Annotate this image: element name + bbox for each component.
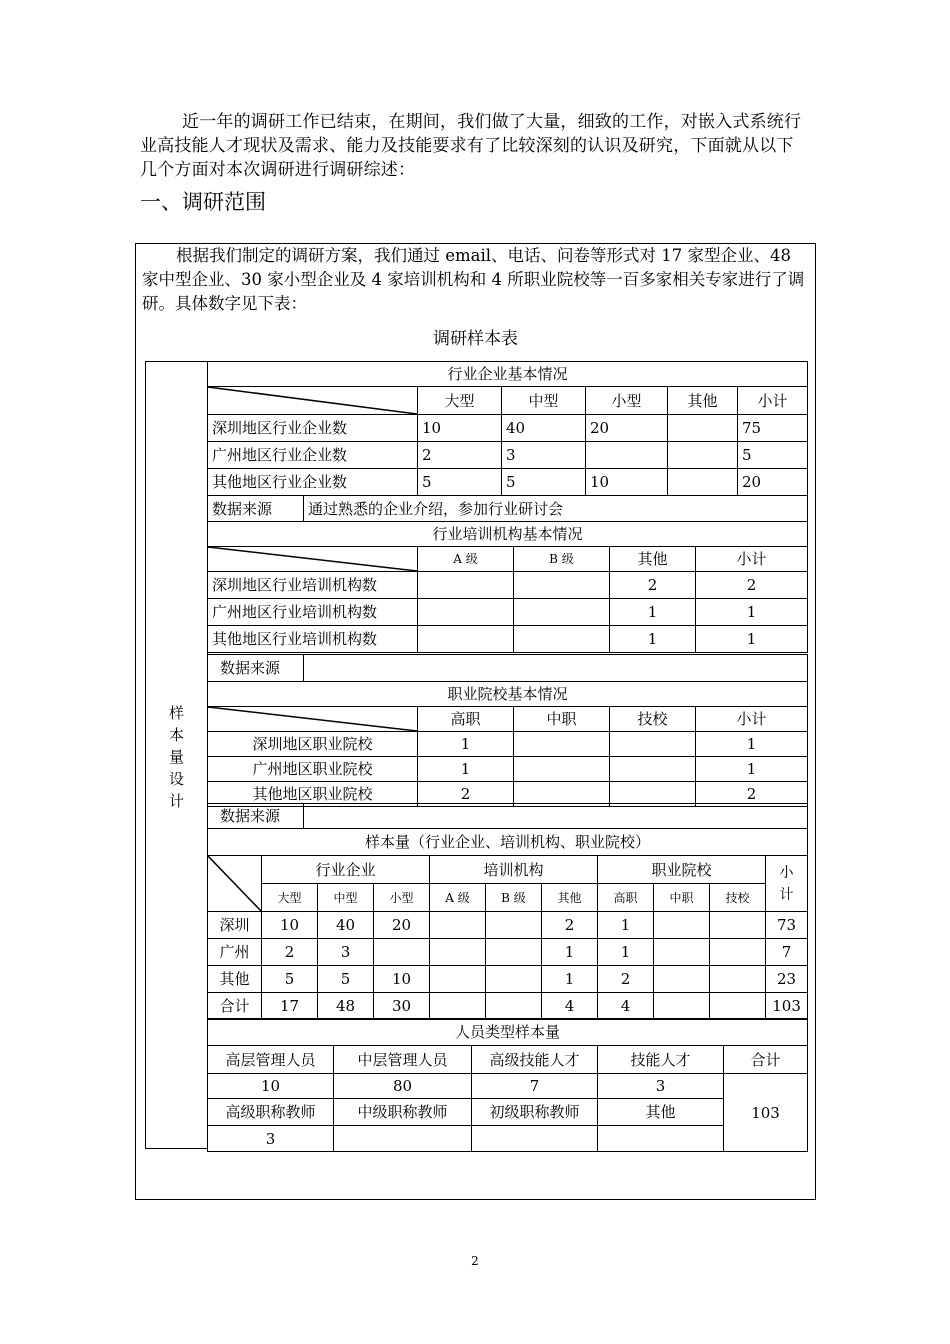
table-cell (654, 993, 710, 1020)
table-cell (514, 626, 610, 653)
table-cell (514, 572, 610, 599)
table-cell: 1 (696, 599, 808, 626)
table-cell: 2 (418, 442, 502, 469)
table-cell: 2 (610, 572, 696, 599)
table-cell (430, 993, 486, 1020)
col-header: 中型 (502, 387, 586, 415)
personnel-value: 10 (208, 1074, 334, 1099)
personnel-header: 技能人才 (598, 1046, 724, 1074)
col-header: 其他 (610, 547, 696, 572)
personnel-total: 103 (724, 1074, 808, 1152)
table-cell (514, 599, 610, 626)
row-label: 深圳地区行业企业数 (208, 415, 418, 442)
table-cell: 5 (318, 966, 374, 993)
source-label: 数据来源 (208, 655, 304, 682)
table-cell: 4 (598, 993, 654, 1020)
table-cell: 1 (598, 939, 654, 966)
row-label: 深圳 (208, 912, 262, 939)
table-cell: 1 (610, 599, 696, 626)
table-cell (374, 939, 430, 966)
diagonal-header (208, 387, 418, 415)
table-cell: 5 (738, 442, 808, 469)
table-cell: 20 (374, 912, 430, 939)
table-cell (418, 599, 514, 626)
page-number: 2 (471, 1254, 479, 1268)
personnel-value: 80 (334, 1074, 472, 1099)
table-cell (430, 966, 486, 993)
table-cell: 2 (696, 782, 808, 807)
table-cell: 3 (318, 939, 374, 966)
table-cell: 2 (418, 782, 514, 807)
table-cell: 1 (696, 626, 808, 653)
table-cell: 40 (502, 415, 586, 442)
personnel-value: 7 (472, 1074, 598, 1099)
personnel-value (472, 1126, 598, 1152)
diagonal-header (208, 707, 418, 732)
side-label-cell (145, 361, 208, 1149)
table-cell: 75 (738, 415, 808, 442)
personnel-value: 3 (208, 1126, 334, 1152)
table-cell (710, 966, 766, 993)
side-label-char: 计 (168, 792, 184, 810)
table-cell: 2 (696, 572, 808, 599)
table-cell: 3 (502, 442, 586, 469)
table-cell (654, 912, 710, 939)
table-cell: 30 (374, 993, 430, 1020)
survey-frame (135, 243, 816, 1200)
row-label: 深圳地区行业培训机构数 (208, 572, 418, 599)
personnel-header: 中层管理人员 (334, 1046, 472, 1074)
row-label: 其他地区职业院校 (208, 782, 418, 807)
col-header: 小型 (586, 387, 668, 415)
personnel-header: 高层管理人员 (208, 1046, 334, 1074)
table-cell (430, 912, 486, 939)
row-label: 深圳地区职业院校 (208, 732, 418, 757)
col-header: 其他 (668, 387, 738, 415)
col-header: 小计 (696, 707, 808, 732)
subtotal-text: 小计 (779, 864, 794, 903)
source-label: 数据来源 (208, 804, 304, 829)
personnel-value (598, 1126, 724, 1152)
personnel-title: 人员类型样本量 (208, 1019, 808, 1046)
source-value: 通过熟悉的企业介绍，参加行业研讨会 (304, 496, 808, 522)
sub-header: 其他 (542, 884, 598, 912)
subtotal-header (766, 856, 808, 912)
sample-title: 样本量（行业企业、培训机构、职业院校） (208, 829, 808, 856)
col-header: 高职 (418, 707, 514, 732)
personnel-header: 合计 (724, 1046, 808, 1074)
table-cell (710, 993, 766, 1020)
personnel-header: 高级技能人才 (472, 1046, 598, 1074)
sub-header: 中职 (654, 884, 710, 912)
table-cell: 1 (598, 912, 654, 939)
sub-header: 高职 (598, 884, 654, 912)
table-cell (668, 442, 738, 469)
training-title: 行业培训机构基本情况 (208, 522, 808, 547)
table-cell (514, 757, 610, 782)
table-cell: 20 (586, 415, 668, 442)
diagonal-header (208, 856, 262, 912)
table-cell (710, 939, 766, 966)
table-cell (514, 732, 610, 757)
table-cell: 1 (696, 757, 808, 782)
table-cell (418, 572, 514, 599)
table-cell (668, 469, 738, 496)
personnel-header: 高级职称教师 (208, 1099, 334, 1126)
side-label-char: 量 (168, 748, 184, 766)
sub-header: 大型 (262, 884, 318, 912)
table-cell (586, 442, 668, 469)
enterprise-source-table (207, 495, 808, 522)
training-table (207, 521, 808, 653)
table-cell: 1 (418, 757, 514, 782)
schools-table (207, 681, 808, 807)
table-cell: 17 (262, 993, 318, 1020)
table-cell: 10 (586, 469, 668, 496)
table-cell: 20 (738, 469, 808, 496)
personnel-header: 中级职称教师 (334, 1099, 472, 1126)
table-cell: 40 (318, 912, 374, 939)
side-label-char: 设 (168, 770, 184, 788)
schools-source-table (207, 803, 808, 829)
table-cell: 2 (262, 939, 318, 966)
table-cell: 10 (374, 966, 430, 993)
table-cell (668, 415, 738, 442)
row-label: 其他 (208, 966, 262, 993)
enterprise-table (207, 361, 808, 496)
col-header: 小计 (738, 387, 808, 415)
col-header: 小计 (696, 547, 808, 572)
row-label: 广州地区行业培训机构数 (208, 599, 418, 626)
row-label: 广州地区职业院校 (208, 757, 418, 782)
table-cell (610, 732, 696, 757)
training-source-table (207, 654, 808, 682)
group-header: 培训机构 (430, 856, 598, 884)
sub-header: 小型 (374, 884, 430, 912)
col-header: A 级 (418, 547, 514, 572)
section-title: 一、调研范围 (140, 190, 266, 214)
col-header: 大型 (418, 387, 502, 415)
table-cell: 48 (318, 993, 374, 1020)
col-header: 技校 (610, 707, 696, 732)
side-label-char: 样 (168, 704, 184, 722)
table-cell: 4 (542, 993, 598, 1020)
lead-paragraph: 根据我们制定的调研方案，我们通过 email、电话、问卷等形式对 17 家型企业、48 家中型企业、30 家小型企业及 4 家培训机构和 4 所职业院校等一百多家相关专家进行了调研。具体数字见下表： (142, 246, 805, 313)
table-caption: 调研样本表 (433, 329, 518, 349)
table-cell: 5 (502, 469, 586, 496)
personnel-header: 其他 (598, 1099, 724, 1126)
table-cell: 73 (766, 912, 808, 939)
row-label: 广州 (208, 939, 262, 966)
side-label-char: 本 (168, 726, 184, 744)
table-cell (486, 912, 542, 939)
sub-header: A 级 (430, 884, 486, 912)
row-label: 合计 (208, 993, 262, 1020)
table-cell (654, 939, 710, 966)
source-value (304, 804, 808, 829)
table-cell: 1 (542, 966, 598, 993)
table-cell (710, 912, 766, 939)
row-label: 其他地区行业企业数 (208, 469, 418, 496)
sub-header: B 级 (486, 884, 542, 912)
table-cell: 2 (598, 966, 654, 993)
col-header: B 级 (514, 547, 610, 572)
personnel-value: 3 (598, 1074, 724, 1099)
table-cell: 1 (418, 732, 514, 757)
source-label: 数据来源 (208, 496, 304, 522)
diagonal-header (208, 547, 418, 572)
personnel-header: 初级职称教师 (472, 1099, 598, 1126)
table-cell (486, 939, 542, 966)
table-cell (486, 966, 542, 993)
table-cell (430, 939, 486, 966)
row-label: 其他地区行业培训机构数 (208, 626, 418, 653)
table-cell: 2 (542, 912, 598, 939)
intro-paragraph: 近一年的调研工作已结束，在期间，我们做了大量，细致的工作，对嵌入式系统行业高技能人才现状及需求、能力及技能要求有了比较深刻的认识及研究，下面就从以下几个方面对本次调研进行调研综述： (140, 112, 802, 180)
sample-table (207, 828, 808, 1020)
table-cell: 7 (766, 939, 808, 966)
table-cell: 10 (418, 415, 502, 442)
personnel-table (207, 1018, 808, 1152)
table-cell (610, 757, 696, 782)
table-cell: 23 (766, 966, 808, 993)
table-cell (418, 626, 514, 653)
sub-header: 技校 (710, 884, 766, 912)
group-header: 行业企业 (262, 856, 430, 884)
table-cell: 5 (418, 469, 502, 496)
group-header: 职业院校 (598, 856, 766, 884)
table-cell: 1 (542, 939, 598, 966)
col-header: 中职 (514, 707, 610, 732)
table-cell: 10 (262, 912, 318, 939)
sub-header: 中型 (318, 884, 374, 912)
table-cell: 103 (766, 993, 808, 1020)
row-label: 广州地区行业企业数 (208, 442, 418, 469)
source-value (304, 655, 808, 682)
table-cell (486, 993, 542, 1020)
schools-title: 职业院校基本情况 (208, 682, 808, 707)
table-cell (654, 966, 710, 993)
table-cell: 1 (610, 626, 696, 653)
side-label (146, 702, 207, 812)
table-cell: 1 (696, 732, 808, 757)
personnel-value (334, 1126, 472, 1152)
table-cell: 5 (262, 966, 318, 993)
enterprise-title: 行业企业基本情况 (208, 362, 808, 387)
